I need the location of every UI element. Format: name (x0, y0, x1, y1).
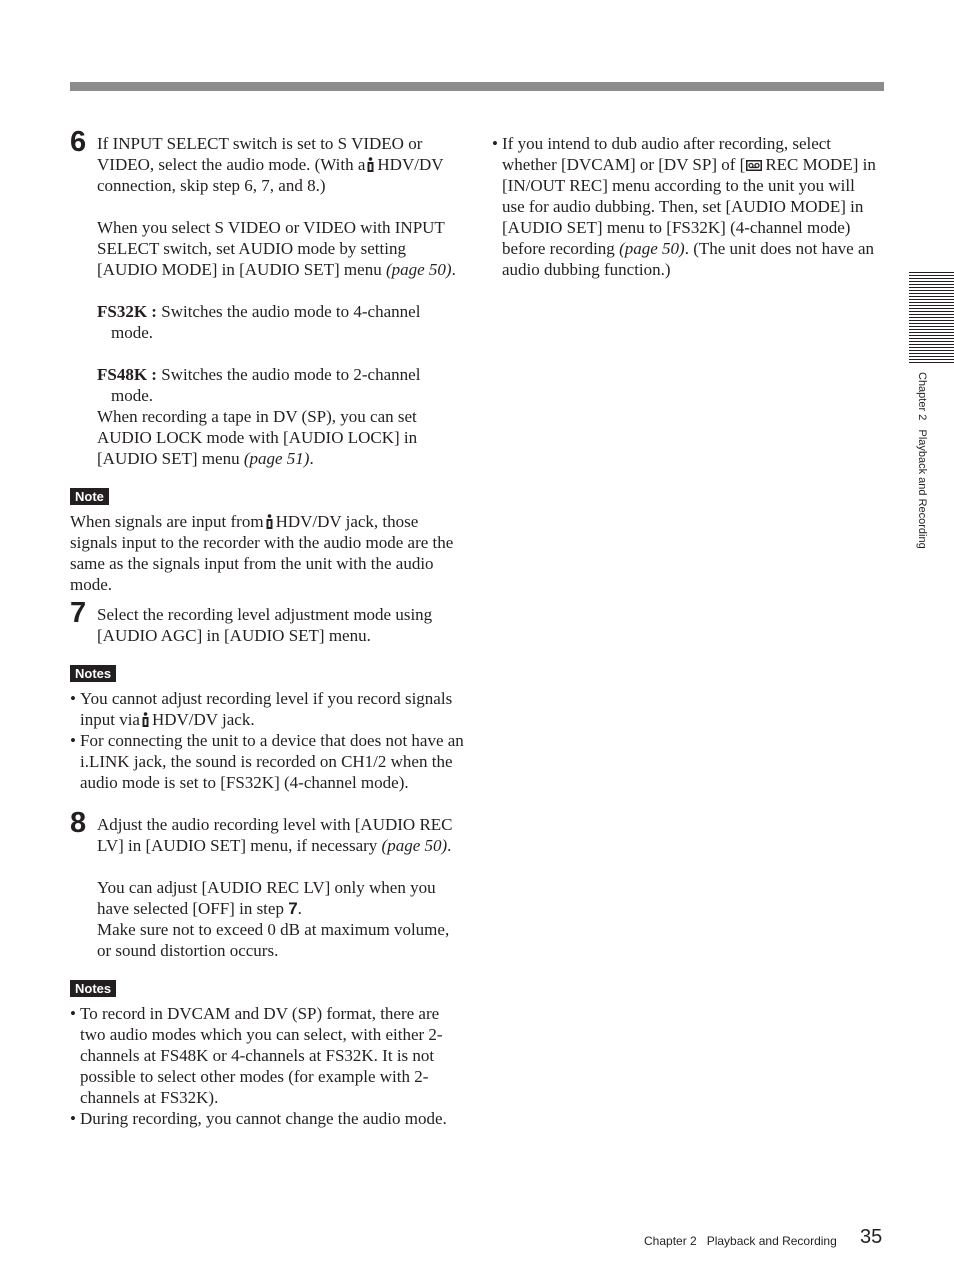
note-label: Note (70, 488, 109, 505)
list-item: • If you intend to dub audio after recording, select whether [DVCAM] or [DV SP] of [ REC MODE] in [IN/OUT REC] menu according to the unit you will use for audio dubbing. Then, set [AUDIO MODE] in [AUDIO SET] menu to [FS32K] (4-channel mode) before recording (page 50). (The unit does not have an audio dubbing function.) (492, 134, 876, 279)
page-ref: (page 50) (381, 836, 448, 855)
thumb-index-stripes (909, 272, 954, 364)
page-ref: (page 51) (243, 449, 310, 468)
header-rule (70, 82, 884, 91)
left-column (70, 126, 465, 1129)
right-column (492, 133, 877, 280)
notes-3-list (70, 1003, 465, 1129)
list-item: • To record in DVCAM and DV (SP) format, there are two audio modes which you can select, with either 2-channels at FS48K or 4-channels at FS32K. It is not possible to select other modes (for example with 2-channels at FS32K). (70, 1004, 443, 1107)
step-number: 6 (70, 126, 87, 158)
step-number: 7 (70, 597, 87, 629)
notes-3 (70, 977, 465, 1129)
right-list (492, 133, 877, 280)
definition-fs48k: FS48K : Switches the audio mode to 2-channel mode. (97, 365, 421, 405)
definition-fs32k: FS32K : Switches the audio mode to 4-channel mode. (97, 302, 421, 342)
side-tab-label: Chapter 2 Playback and Recording (916, 372, 928, 549)
ilink-icon (367, 157, 374, 172)
step-7-text: Select the recording level adjustment mode using [AUDIO AGC] in [AUDIO SET] menu. (97, 605, 433, 645)
page-ref: (page 50) (619, 239, 685, 258)
step-6-intro: If INPUT SELECT switch is set to S VIDEO or VIDEO, select the audio mode. (With a HDV/DV connection, skip step 6, 7, and 8.) (97, 134, 444, 195)
step-8-para1: Adjust the audio recording level with [AUDIO REC LV] in [AUDIO SET] menu, if necessary (page 50). (97, 815, 453, 855)
step-6 (70, 126, 465, 469)
step-body (97, 814, 465, 961)
list-item: • During recording, you cannot change the audio mode. (70, 1109, 447, 1128)
step-6-para3: When recording a tape in DV (SP), you can set AUDIO LOCK mode with [AUDIO LOCK] in [AUDIO SET] menu (page 51). (97, 407, 418, 468)
notes-label: Notes (70, 665, 116, 682)
page-ref: (page 50) (385, 260, 452, 279)
step-8-para2: You can adjust [AUDIO REC LV] only when you have selected [OFF] in step 7. Make sure not to exceed 0 dB at maximum volume, or sound distortion occurs. (97, 877, 465, 961)
audio-mode-definitions (97, 301, 465, 406)
step-number: 8 (70, 807, 87, 839)
footer-chapter-label: Chapter 2 Playback and Recording (644, 1234, 837, 1248)
step-8-para3: Make sure not to exceed 0 dB at maximum volume, or sound distortion occurs. (97, 920, 450, 960)
ilink-icon (266, 514, 273, 529)
notes-2-list (70, 688, 465, 793)
step-6-para2: When you select S VIDEO or VIDEO with INPUT SELECT switch, set AUDIO mode by setting [AUDIO MODE] in [AUDIO SET] menu (page 50). (97, 218, 456, 279)
step-8 (70, 807, 465, 961)
step-reference: 7 (288, 899, 298, 918)
ilink-icon (142, 712, 149, 727)
list-item: • For connecting the unit to a device that does not have an i.LINK jack, the sound is recorded on CH1/2 when the audio mode is set to [FS32K] (4-channel mode). (70, 731, 464, 792)
note-1-text: When signals are input from HDV/DV jack, those signals input to the recorder with the audio mode are the same as the signals input from the unit with the audio mode. (70, 512, 454, 594)
videocassette-icon (746, 160, 762, 171)
step-body (97, 604, 465, 646)
notes-2 (70, 662, 465, 793)
note-1 (70, 485, 465, 595)
notes-label: Notes (70, 980, 116, 997)
page-number: 35 (860, 1226, 883, 1248)
step-7 (70, 597, 465, 646)
step-body (97, 133, 465, 469)
list-item: • You cannot adjust recording level if you record signals input via HDV/DV jack. (70, 689, 453, 729)
